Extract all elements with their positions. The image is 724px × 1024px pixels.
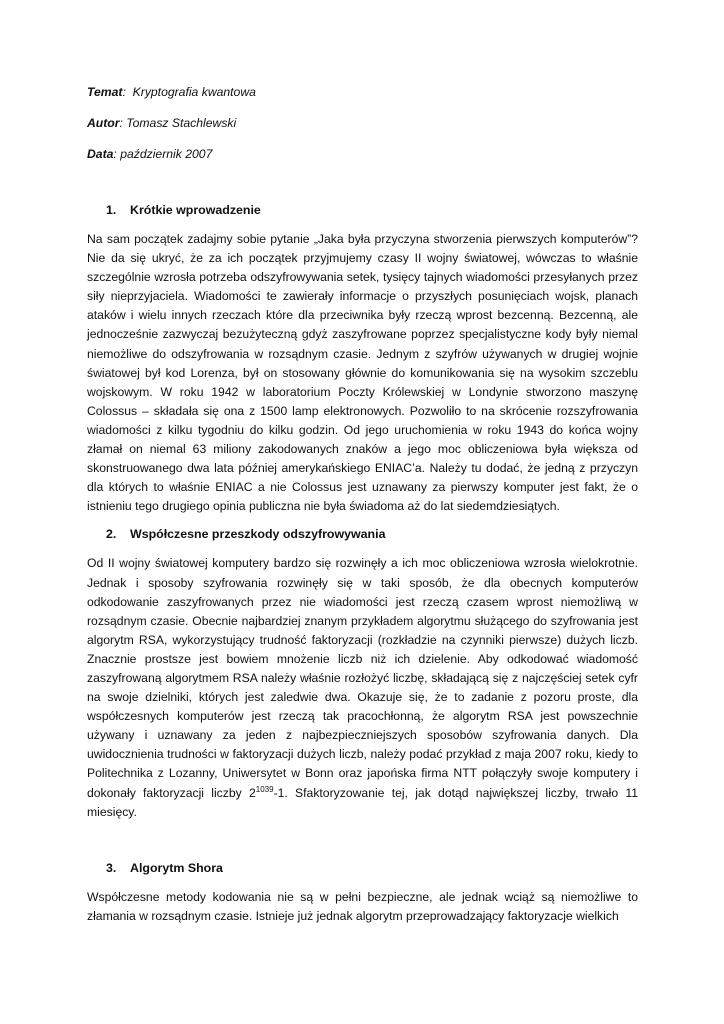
section-paragraph-3: Współczesne metody kodowania nie są w pełni bezpieczne, ale jednak wciąż są niemożliwe to złamania w rozsądnym czasie. Istnieje już jednak algorytm przeprowadzający faktoryzacje wielkich [87, 889, 638, 923]
section-number: 3. [106, 860, 117, 875]
author-line: Autor: Tomasz Stachlewski [87, 116, 237, 130]
topic-label: Temat [87, 85, 123, 99]
section-paragraph-2 [87, 554, 638, 821]
author-value: Tomasz Stachlewski [126, 116, 237, 130]
paragraph-text-end: -1. Sfaktoryzowanie tej, jak dotąd największej liczby, trwało 11 miesięcy. [87, 785, 638, 819]
date-line: Data: październik 2007 [87, 147, 213, 161]
date-label: Data [87, 147, 114, 161]
paragraph-text: Od II wojny światowej komputery bardzo się rozwinęły a ich moc obliczeniowa wzrosła wielokrotnie. Jednak i sposoby szyfrowania rozwinęły się w taki sposób, że dla obecnych komputerów odkodowanie zaszyfrowanych przez nie wiadomości jest rzeczą czasem wprost niemożliwą w rozsądnym czasie. Obecnie najbardziej znanym przykładem algorytmu służącego do szyfrowania jest algorytm RSA, wykorzystujący trudność faktoryzacji (rozkładzie na czynniki pierwsze) dużych liczb. Znacznie prostsze jest bowiem mnożenie liczb niż ich dzielenie. Aby odkodować wiadomość zaszyfrowaną algorytmem RSA należy właśnie rozłożyć liczbę, składającą się z najczęściej setek cyfr na swoje dzielniki, których jest zaledwie dwa. Okazuje się, że to zadanie z pozoru proste, dla współczesnych komputerów jest rzeczą tak pracochłonną, że algorytm RSA jest powszechnie używany i uznawany za jeden z najbezpieczniejszych sposobów szyfrowania danych. Dla uwidocznienia trudności w faktoryzacji dużych liczb, należy podać przykład z maja 2007 roku, kiedy to Politechnika z Lozanny, Uniwersytet w Bonn oraz japońska firma NTT połączyły swoje komputery i dokonały faktoryzacji liczby 2 [87, 556, 638, 800]
exponent: 1039 [255, 784, 274, 794]
section-paragraph-1: Na sam początek zadajmy sobie pytanie „Jaka była przyczyna stworzenia pierwszych komputerów”? Nie da się ukryć, że za ich początek przyjmujemy czasy II wojny światowej, wówczas to właśnie szczególnie wzrosła potrzeba odszyfrowywania setek, tysięcy tajnych wiadomości przesyłanych przez siły nieprzyjaciela. Wiadomości te zawierały informacje o przyszłych posunięciach wojsk, planach ataków i wielu innych rzeczach które dla przeciwnika były rzeczą wprost bezcenną. Bezcenną, ale jednocześnie zazwyczaj bezużyteczną gdyż zaszyfrowane poprzez specjalistyczne kody były niemal niemożliwe do odszyfrowania w rozsądnym czasie. Jednym z szyfrów używanych w drugiej wojnie światowej był kod Lorenza, był on stosowany głównie do komunikowania się na wysokim szczeblu wojskowym. W roku 1942 w laboratorium Poczty Królewskiej w Londynie stworzono maszynę Colossus – składała się ona z 1500 lamp elektronowych. Pozwoliło to na skrócenie rozszyfrowania wiadomości z kilku tygodniu do kilku godzin. Od jego uruchomienia w roku 1943 do końca wojny złamał on niemal 63 miliony zakodowanych znaków a jego moc obliczeniowa była większa od skonstruowanego dwa lata później amerykańskiego ENIAC’a. Należy tu dodać, że jedną z przyczyn dla których to właśnie ENIAC a nie Colossus jest uznawany za pierwszy komputer jest fakt, że o istnieniu tego drugiego opinia publiczna nie była świadoma aż do lat siedemdziesiątych. [87, 232, 638, 514]
section-title: Krótkie wprowadzenie [130, 203, 261, 217]
section-heading-1 [106, 202, 638, 218]
topic-value: Kryptografia kwantowa [132, 85, 256, 99]
section-number: 1. [106, 203, 117, 217]
section-heading-2 [106, 526, 638, 542]
section-title: Algorytm Shora [130, 860, 223, 875]
date-value: październik 2007 [120, 147, 213, 161]
section-title: Współczesne przeszkody odszyfrowywania [130, 527, 386, 542]
topic-line: Temat: Kryptografia kwantowa [87, 85, 256, 99]
section-heading-3 [106, 860, 638, 876]
section-number: 2. [106, 527, 117, 542]
author-label: Autor [87, 116, 120, 130]
